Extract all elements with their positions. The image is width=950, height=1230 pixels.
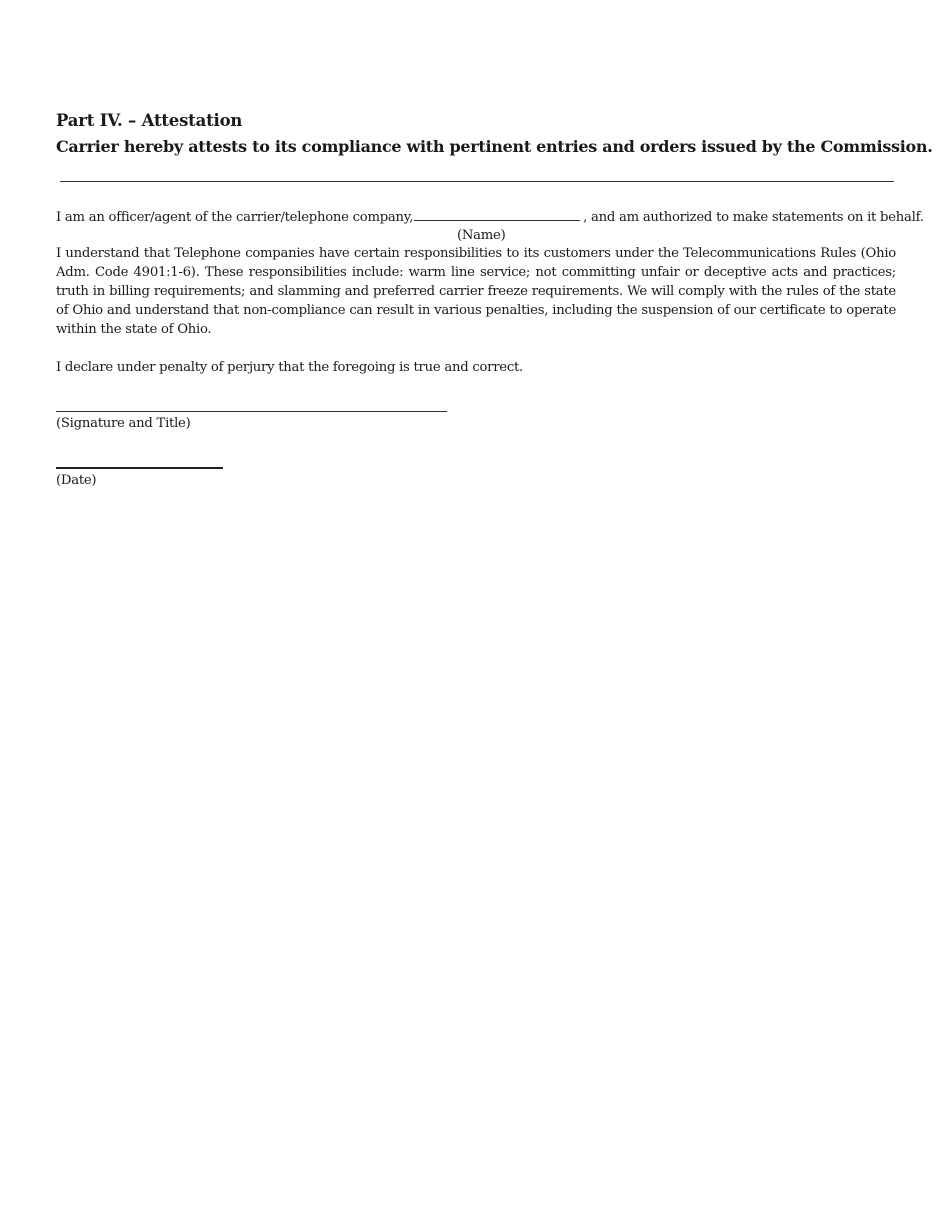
section-title: Part IV. – Attestation <box>56 111 243 130</box>
date-field[interactable] <box>56 467 223 469</box>
officer-statement-prefix: I am an officer/agent of the carrier/telephone company, <box>56 210 414 225</box>
date-caption: (Date) <box>56 473 97 488</box>
officer-statement <box>56 206 924 227</box>
perjury-declaration: I declare under penalty of perjury that the foregoing is true and correct. <box>56 360 523 375</box>
name-caption: (Name) <box>457 228 506 243</box>
attestation-statement-heading: Carrier hereby attests to its compliance with pertinent entries and orders issued by the Commission. <box>56 137 933 156</box>
signature-caption: (Signature and Title) <box>56 416 191 431</box>
section-divider <box>60 181 894 182</box>
name-field[interactable] <box>414 206 580 221</box>
signature-field[interactable] <box>56 411 447 412</box>
officer-statement-suffix: , and am authorized to make statements on it behalf. <box>583 210 924 225</box>
responsibilities-paragraph: I understand that Telephone companies have certain responsibilities to its customers under the Telecommunications Rules (Ohio Adm. Code 4901:1-6). These responsibilities include: warm line service; not committing unfair or deceptive acts and practices; truth in billing requirements; and slamming and preferred carrier freeze requirements. We will comply with the rules of the state of Ohio and understand that non-compliance can result in various penalties, including the suspension of our certificate to operate within the state of Ohio. <box>56 246 896 337</box>
